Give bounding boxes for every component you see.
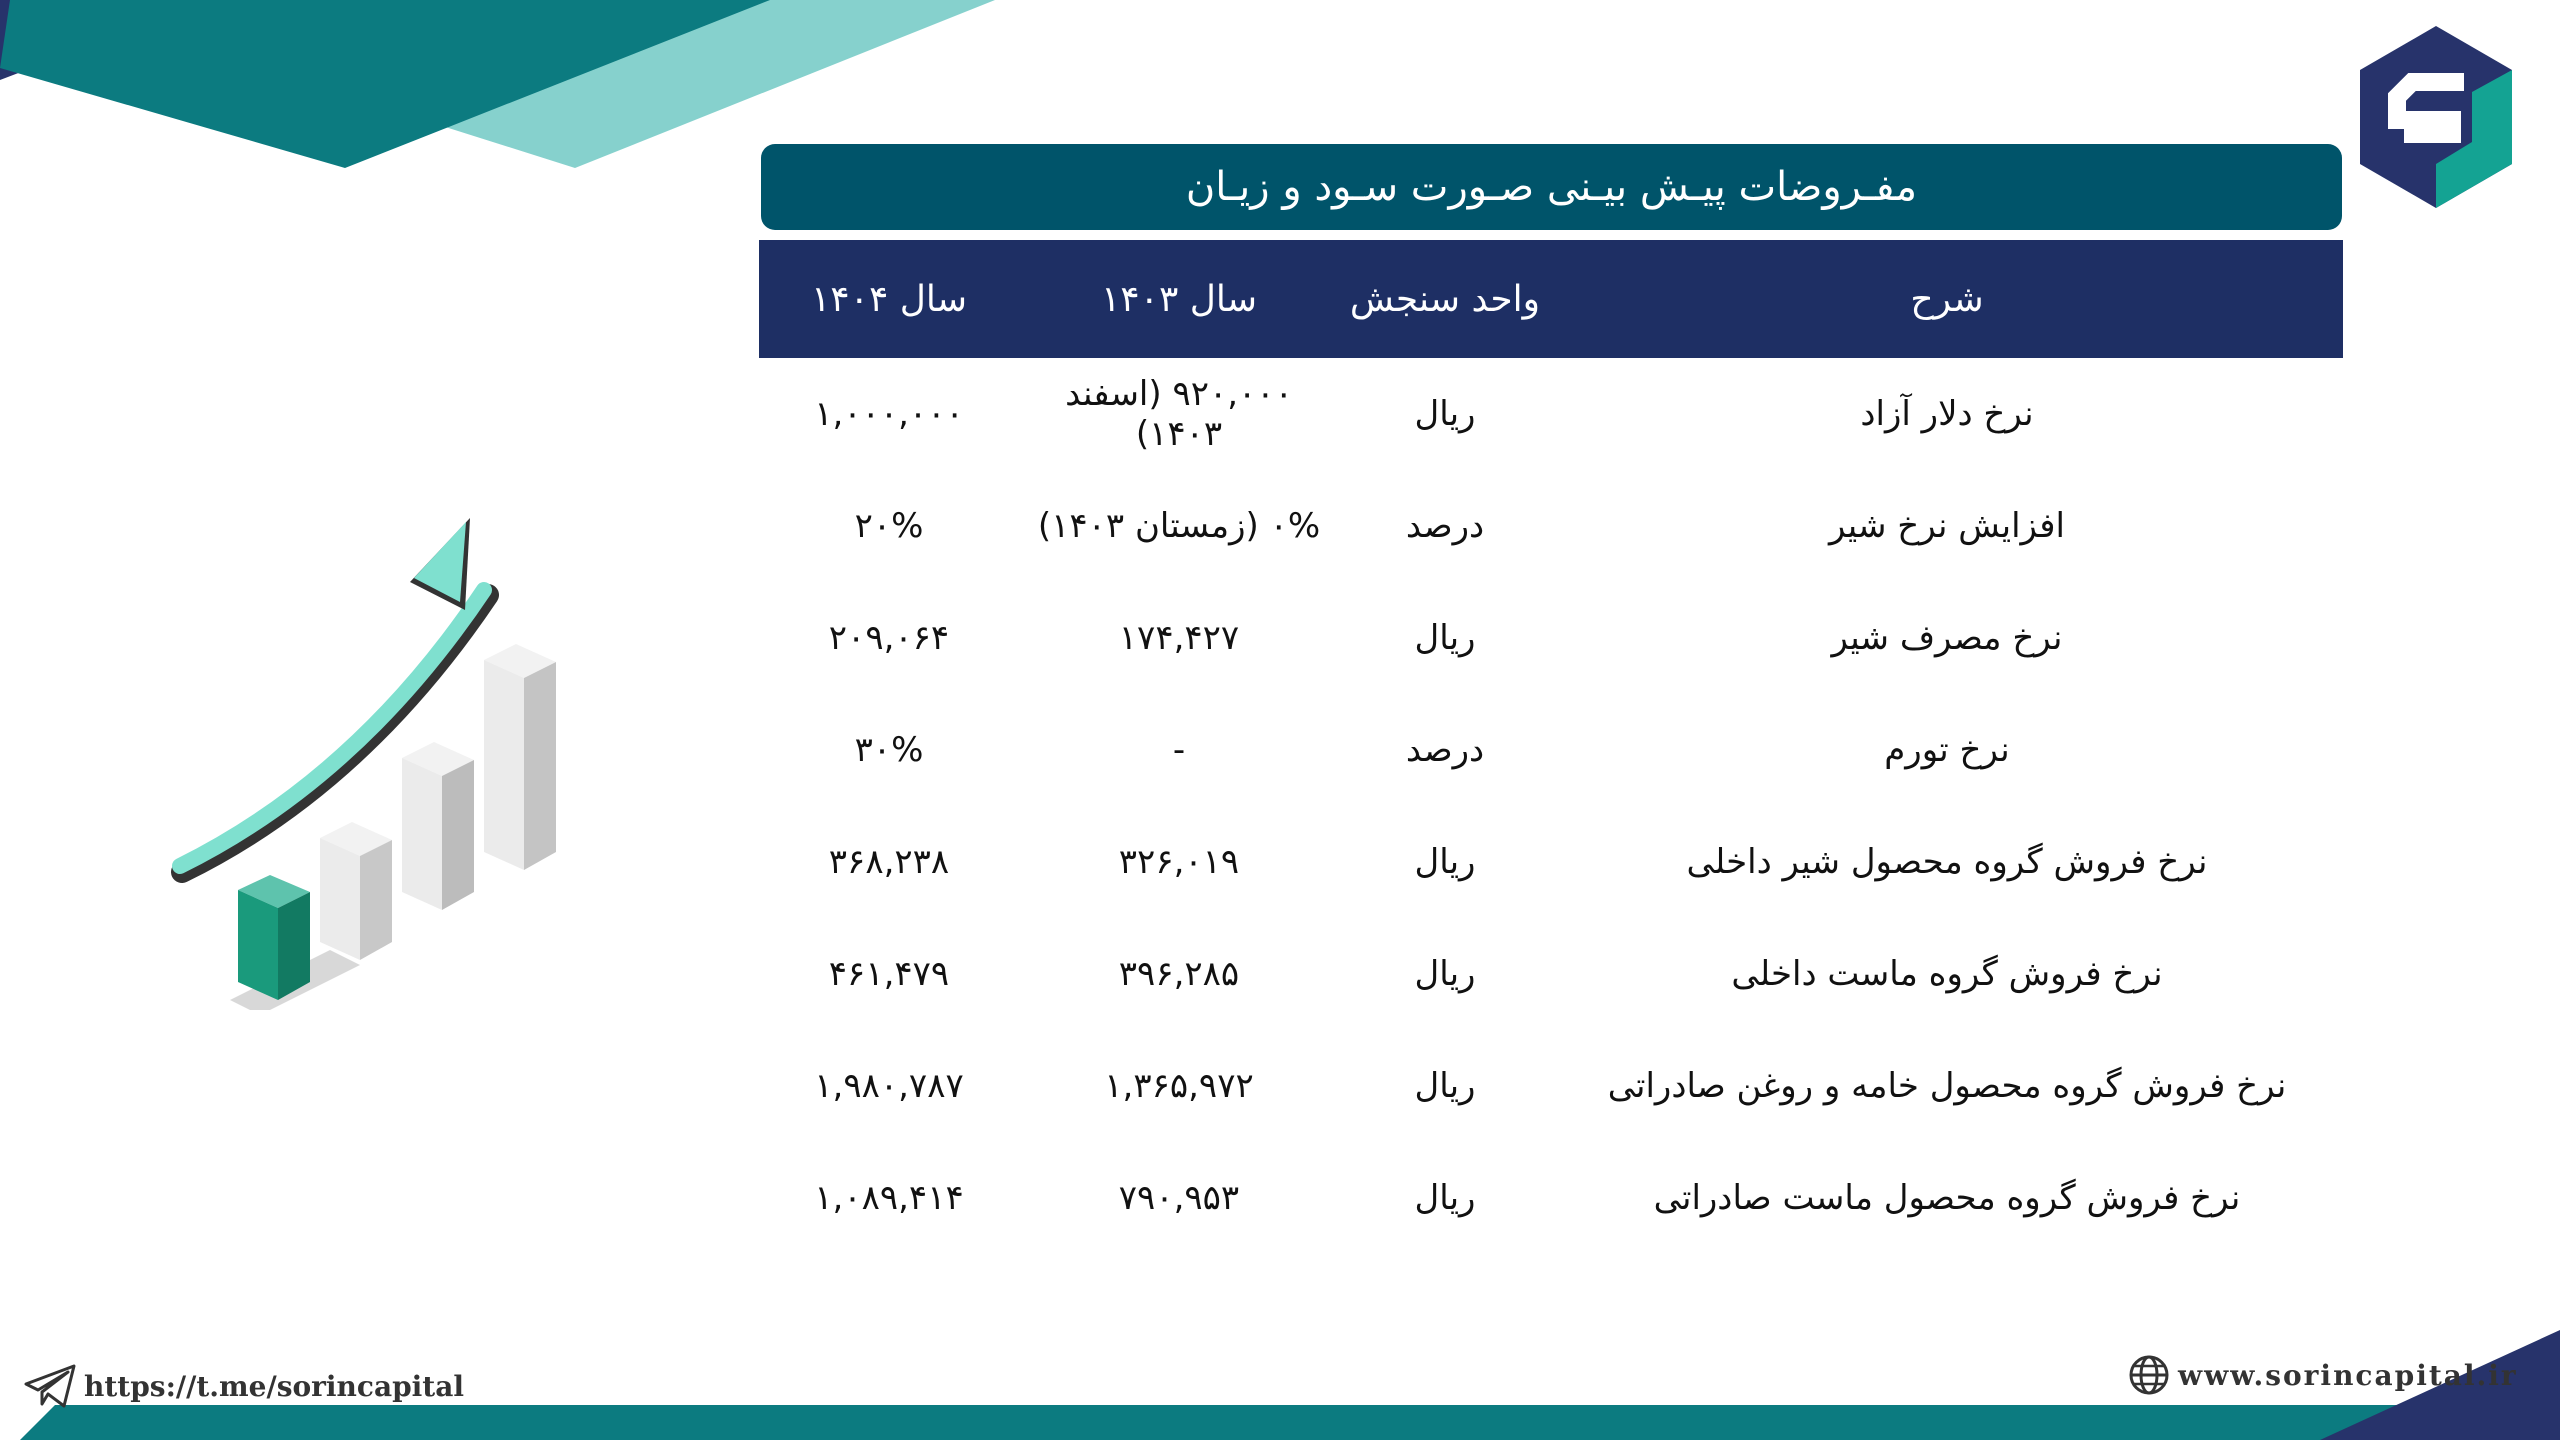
cell-description: نرخ دلار آزاد: [1860, 394, 2034, 434]
cell-year-1404: ۴۶۱,۴۷۹: [828, 954, 950, 994]
telegram-link-group[interactable]: [24, 1364, 464, 1408]
cell-year-1403: ۳۲۶,۰۱۹: [1118, 842, 1240, 882]
cell-description: نرخ فروش گروه ماست داخلی: [1731, 954, 2163, 994]
column-header-description: شرح: [1551, 240, 2343, 358]
cell-year-1403: -: [1172, 730, 1186, 770]
growth-chart-illustration: [170, 510, 590, 1010]
cell-year-1404: ۳۰%: [854, 730, 924, 770]
cell-year-1403: ۰% (زمستان ۱۴۰۳): [1037, 506, 1321, 546]
cell-year-1404: ۲۰۹,۰۶۴: [828, 618, 950, 658]
cell-description: نرخ مصرف شیر: [1831, 618, 2063, 658]
cell-description: نرخ فروش گروه محصول خامه و روغن صادراتی: [1607, 1066, 2287, 1106]
page-title: مفـروضات پیـش بیـنی صـورت سـود و زیـان: [1185, 164, 1918, 210]
column-header-year-1404: سال ۱۴۰۴: [759, 240, 1019, 358]
cell-year-1403: ۷۹۰,۹۵۳: [1118, 1178, 1240, 1218]
cell-year-1404: ۱,۰۰۰,۰۰۰: [814, 394, 964, 434]
cell-unit: ریال: [1414, 954, 1476, 994]
website-link[interactable]: www.sorincapital.ir: [2178, 1358, 2518, 1392]
cell-description: نرخ فروش گروه محصول ماست صادراتی: [1653, 1178, 2241, 1218]
cell-unit: ریال: [1414, 842, 1476, 882]
website-link-group[interactable]: [2128, 1354, 2518, 1396]
table-row: [759, 582, 2343, 694]
cell-year-1404: ۳۶۸,۲۳۸: [828, 842, 950, 882]
cell-unit: ریال: [1414, 1066, 1476, 1106]
cell-year-1404: ۱,۹۸۰,۷۸۷: [814, 1066, 964, 1106]
cell-unit: ریال: [1414, 618, 1476, 658]
cell-year-1403: ۱۷۴,۴۲۷: [1118, 618, 1240, 658]
cell-year-1403: ۱,۳۶۵,۹۷۲: [1104, 1066, 1254, 1106]
globe-icon: [2128, 1354, 2170, 1396]
table-row: [759, 806, 2343, 918]
table-row: [759, 358, 2343, 470]
column-header-year-1403: سال ۱۴۰۳: [1019, 240, 1339, 358]
cell-unit: ریال: [1414, 1178, 1476, 1218]
cell-unit: درصد: [1405, 730, 1485, 770]
table-row: [759, 918, 2343, 1030]
cell-unit: ریال: [1414, 394, 1476, 434]
cell-year-1403: ۳۹۶,۲۸۵: [1118, 954, 1240, 994]
table-header-row: [759, 240, 2343, 358]
telegram-icon: [24, 1364, 76, 1408]
cell-description: افزایش نرخ شیر: [1828, 506, 2065, 546]
cell-year-1403: ۹۲۰,۰۰۰ (اسفند ۱۴۰۳): [1065, 374, 1293, 454]
title-bar: [761, 144, 2342, 230]
sorin-logo-icon: [2352, 22, 2520, 212]
assumptions-table: [759, 240, 2343, 1254]
table-row: [759, 1142, 2343, 1254]
table-row: [759, 694, 2343, 806]
column-header-unit: واحد سنجش: [1339, 240, 1551, 358]
telegram-link[interactable]: https://t.me/sorincapital: [84, 1369, 465, 1403]
cell-unit: درصد: [1405, 506, 1485, 546]
table-row: [759, 470, 2343, 582]
cell-year-1404: ۲۰%: [854, 506, 924, 546]
cell-description: نرخ تورم: [1884, 730, 2010, 770]
table-row: [759, 1030, 2343, 1142]
cell-description: نرخ فروش گروه محصول شیر داخلی: [1686, 842, 2208, 882]
cell-year-1404: ۱,۰۸۹,۴۱۴: [814, 1178, 964, 1218]
